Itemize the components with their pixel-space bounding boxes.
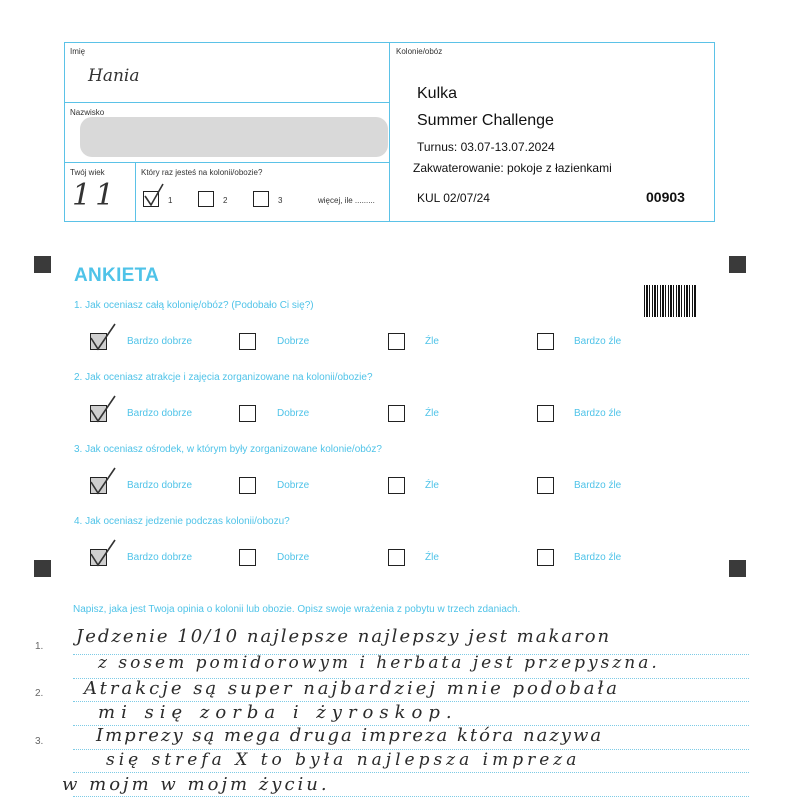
rating-checkbox[interactable] xyxy=(239,333,256,350)
registration-marker xyxy=(34,560,51,577)
nazwisko-label: Nazwisko xyxy=(70,108,105,117)
rating-option-label: Źle xyxy=(425,552,439,563)
check-mark-icon xyxy=(89,394,117,424)
survey-title: ANKIETA xyxy=(74,265,160,286)
header-divider xyxy=(135,162,136,222)
ktory-raz-option-1: 1 xyxy=(168,196,173,205)
rating-option-label: Bardzo dobrze xyxy=(127,336,193,347)
opinion-handwriting-line[interactable]: Jedzenie 10/10 najlepsze najlepszy jest makaron xyxy=(76,626,612,647)
rating-option-label: Bardzo dobrze xyxy=(127,480,193,491)
rating-checkbox[interactable] xyxy=(388,333,405,350)
ktory-raz-checkbox-3[interactable] xyxy=(253,191,269,207)
camp-program: Summer Challenge xyxy=(417,112,554,129)
ktory-raz-checkbox-2[interactable] xyxy=(198,191,214,207)
question-text: 2. Jak oceniasz atrakcje i zajęcia zorganizowane na kolonii/obozie? xyxy=(74,372,373,383)
ktory-raz-option-2: 2 xyxy=(223,196,228,205)
opinion-number-3: 3. xyxy=(35,736,44,747)
question-text: 1. Jak oceniasz całą kolonię/obóz? (Podobało Ci się?) xyxy=(74,300,314,311)
rating-option-label: Dobrze xyxy=(277,336,310,347)
header-divider xyxy=(64,162,389,163)
rating-option-label: Dobrze xyxy=(277,408,310,419)
opinion-handwriting-line[interactable]: Imprezy są mega druga impreza która nazywa xyxy=(96,725,604,746)
opinion-handwriting-line[interactable]: Atrakcje są super najbardziej mnie podobała xyxy=(84,678,621,699)
barcode-image xyxy=(644,285,696,317)
nazwisko-redacted xyxy=(80,117,388,157)
header-divider xyxy=(64,102,389,103)
ktory-raz-option-3: 3 xyxy=(278,196,283,205)
rating-option-label: Bardzo źle xyxy=(574,552,622,563)
rating-option-label: Bardzo dobrze xyxy=(127,408,193,419)
question-text: 3. Jak oceniasz ośrodek, w którym były zorganizowane kolonie/obóz? xyxy=(74,444,382,455)
imie-value[interactable]: Hania xyxy=(88,66,140,86)
check-mark-icon xyxy=(89,322,117,352)
rating-checkbox[interactable] xyxy=(388,405,405,422)
opinion-handwriting-line[interactable]: się strefa X to była najlepsza impreza xyxy=(106,750,581,770)
registration-marker xyxy=(729,256,746,273)
opinion-number-1: 1. xyxy=(35,641,44,652)
opinion-number-2: 2. xyxy=(35,688,44,699)
rating-checkbox[interactable] xyxy=(537,333,554,350)
camp-code: KUL 02/07/24 xyxy=(417,191,490,205)
kolonie-label: Kolonie/obóz xyxy=(396,47,443,56)
answer-line xyxy=(73,796,749,797)
zakwaterowanie: Zakwaterowanie: pokoje z łazienkami xyxy=(413,161,612,175)
opinion-handwriting-line[interactable]: mi się zorba i żyroskop. xyxy=(98,702,458,723)
ktory-raz-label: Który raz jesteś na kolonii/obozie? xyxy=(141,168,263,177)
rating-option-label: Dobrze xyxy=(277,552,310,563)
imie-label: Imię xyxy=(70,47,86,56)
rating-checkbox[interactable] xyxy=(537,405,554,422)
rating-checkbox[interactable] xyxy=(537,549,554,566)
check-mark-icon xyxy=(89,538,117,568)
rating-checkbox[interactable] xyxy=(537,477,554,494)
rating-checkbox[interactable] xyxy=(239,405,256,422)
camp-name: Kulka xyxy=(417,85,458,102)
question-text: 4. Jak oceniasz jedzenie podczas kolonii/obozu? xyxy=(74,516,290,527)
rating-option-label: Bardzo źle xyxy=(574,480,622,491)
turnus: Turnus: 03.07-13.07.2024 xyxy=(417,140,555,154)
header-divider xyxy=(389,42,390,222)
registration-marker xyxy=(34,256,51,273)
opinion-handwriting-line[interactable]: z sosem pomidorowym i herbata jest przepyszna. xyxy=(98,653,660,673)
check-mark-icon xyxy=(142,183,166,209)
ktory-raz-option-more: więcej, ile ......... xyxy=(318,196,375,205)
rating-checkbox[interactable] xyxy=(388,477,405,494)
rating-option-label: Źle xyxy=(425,480,439,491)
rating-option-label: Bardzo dobrze xyxy=(127,552,193,563)
rating-option-label: Bardzo źle xyxy=(574,408,622,419)
answer-line xyxy=(73,772,749,773)
opinion-prompt: Napisz, jaka jest Twoja opinia o kolonii lub obozie. Opisz swoje wrażenia z pobytu w trzech zdaniach. xyxy=(73,604,521,615)
rating-option-label: Bardzo źle xyxy=(574,336,622,347)
rating-checkbox[interactable] xyxy=(239,477,256,494)
wiek-label: Twój wiek xyxy=(70,168,105,177)
rating-option-label: Źle xyxy=(425,336,439,347)
rating-option-label: Źle xyxy=(425,408,439,419)
rating-checkbox[interactable] xyxy=(388,549,405,566)
wiek-value[interactable]: 11 xyxy=(72,178,119,213)
opinion-handwriting-line[interactable]: w mojm w mojm życiu. xyxy=(62,774,330,795)
check-mark-icon xyxy=(89,466,117,496)
form-number: 00903 xyxy=(646,189,685,205)
rating-option-label: Dobrze xyxy=(277,480,310,491)
registration-marker xyxy=(729,560,746,577)
rating-checkbox[interactable] xyxy=(239,549,256,566)
